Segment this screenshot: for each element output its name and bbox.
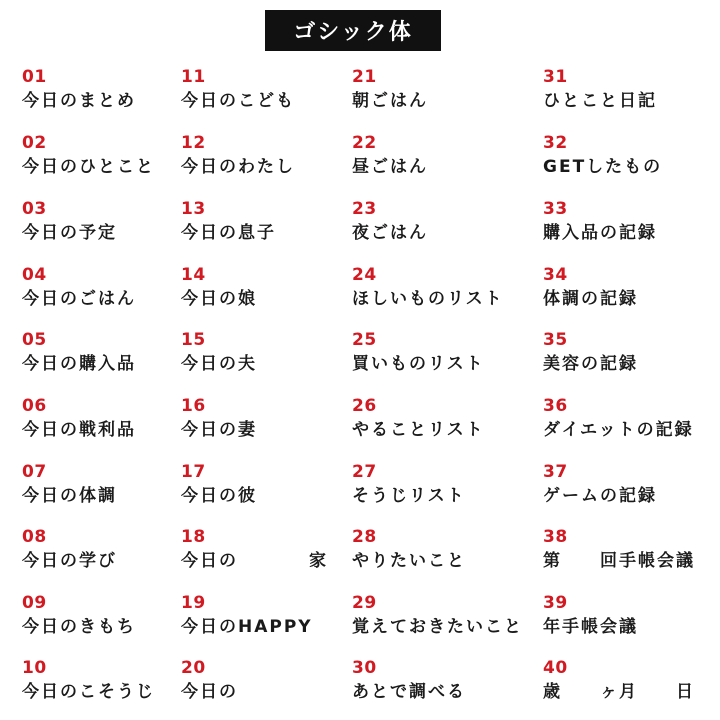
- phrase-label: [181, 616, 313, 638]
- phrase-label-text: 購入品の記録: [543, 223, 657, 243]
- phrase-label-text: 今日のこども: [181, 91, 295, 111]
- phrase-number: 15: [181, 330, 206, 350]
- phrase-number: 09: [22, 593, 47, 613]
- phrase-label-suffix: 家: [309, 551, 328, 571]
- phrase-label-text: あとで調べる: [352, 682, 466, 702]
- phrase-number: 01: [22, 67, 47, 87]
- phrase-label-text: 今日のこそうじ: [22, 682, 155, 702]
- phrase-label-text: 覚えておきたいこと: [352, 617, 523, 637]
- phrase-label: [181, 222, 276, 244]
- phrase-label-text: 体調の記録: [543, 289, 638, 309]
- phrase-label: [352, 222, 428, 244]
- phrase-label-text: 夜ごはん: [352, 223, 428, 243]
- phrase-number: 34: [543, 265, 568, 285]
- phrase-label-text: 今日の体調: [22, 486, 117, 506]
- phrase-label-text: やることリスト: [352, 420, 485, 440]
- phrase-label-text: 朝ごはん: [352, 91, 428, 111]
- phrase-number: 17: [181, 462, 206, 482]
- phrase-number: 06: [22, 396, 47, 416]
- phrase-label: [181, 681, 238, 703]
- phrase-number: 16: [181, 396, 206, 416]
- phrase-label: [543, 616, 638, 638]
- phrase-label-text: 今日の学び: [22, 551, 117, 571]
- phrase-label: [352, 681, 466, 703]
- phrase-number: 20: [181, 658, 206, 678]
- phrase-label-text: 今日の娘: [181, 289, 257, 309]
- phrase-label-text: 年手帳会議: [543, 617, 638, 637]
- phrase-number: 25: [352, 330, 377, 350]
- phrase-label: [352, 156, 428, 178]
- phrase-number: 29: [352, 593, 377, 613]
- phrase-label-text: 今日の彼: [181, 486, 257, 506]
- phrase-number: 13: [181, 199, 206, 219]
- phrase-label: [543, 681, 695, 703]
- phrase-label: [543, 156, 662, 178]
- phrase-label-text: 今日の妻: [181, 420, 257, 440]
- phrase-number: 02: [22, 133, 47, 153]
- phrase-label: [22, 550, 117, 572]
- phrase-number: 18: [181, 527, 206, 547]
- phrase-label: [352, 550, 466, 572]
- phrase-number: 37: [543, 462, 568, 482]
- phrase-number: 24: [352, 265, 377, 285]
- phrase-number: 19: [181, 593, 206, 613]
- phrase-number: 26: [352, 396, 377, 416]
- phrase-label-text: 今日の戦利品: [22, 420, 136, 440]
- phrase-number: 40: [543, 658, 568, 678]
- phrase-label: [22, 90, 136, 112]
- phrase-number: 08: [22, 527, 47, 547]
- phrase-label: [181, 156, 295, 178]
- phrase-label: [181, 353, 257, 375]
- phrase-label-text: GETしたもの: [543, 157, 663, 177]
- phrase-label: [22, 419, 136, 441]
- phrase-label-text: やりたいこと: [352, 551, 466, 571]
- phrase-label-text: 今日のごはん: [22, 289, 136, 309]
- page-title: ゴシック体: [293, 20, 413, 45]
- phrase-number: 07: [22, 462, 47, 482]
- phrase-label: [22, 288, 136, 310]
- phrase-label: [352, 419, 485, 441]
- phrase-label: [352, 616, 523, 638]
- phrase-number: 03: [22, 199, 47, 219]
- phrase-label: [543, 353, 638, 375]
- phrase-number: 11: [181, 67, 206, 87]
- phrase-label-text: 今日のきもち: [22, 617, 136, 637]
- phrase-label: [352, 90, 428, 112]
- phrase-number: 21: [352, 67, 377, 87]
- phrase-label: [352, 485, 466, 507]
- phrase-label: [352, 288, 504, 310]
- phrase-number: 28: [352, 527, 377, 547]
- phrase-number: 22: [352, 133, 377, 153]
- phrase-number: 35: [543, 330, 568, 350]
- phrase-label: [543, 550, 695, 572]
- phrase-label: [181, 288, 257, 310]
- phrase-label-text: ひとこと日記: [543, 91, 657, 111]
- phrase-label: [181, 419, 257, 441]
- phrase-label: [22, 222, 117, 244]
- phrase-label-text: 今日のまとめ: [22, 91, 136, 111]
- phrase-number: 38: [543, 527, 568, 547]
- phrase-number: 10: [22, 658, 47, 678]
- phrase-label: [352, 353, 485, 375]
- phrase-number: 30: [352, 658, 377, 678]
- phrase-label: [22, 485, 117, 507]
- phrase-label-text: そうじリスト: [352, 486, 466, 506]
- phrase-label: [181, 485, 257, 507]
- phrase-label-text: 歳 ヶ月 日: [543, 682, 695, 702]
- phrase-label-text: 今日の購入品: [22, 354, 136, 374]
- phrase-number: 23: [352, 199, 377, 219]
- phrase-label-text: ダイエットの記録: [543, 420, 694, 440]
- phrase-label-text: 今日の: [181, 551, 238, 571]
- phrase-number: 33: [543, 199, 568, 219]
- phrase-label: [22, 681, 155, 703]
- phrase-label: [543, 288, 638, 310]
- phrase-label-text: 今日のわたし: [181, 157, 295, 177]
- phrase-label: [22, 353, 136, 375]
- phrase-label-text: 今日の息子: [181, 223, 276, 243]
- phrase-number: 12: [181, 133, 206, 153]
- phrase-label-text: 今日のひとこと: [22, 157, 155, 177]
- phrase-number: 14: [181, 265, 206, 285]
- phrase-label-text: 買いものリスト: [352, 354, 485, 374]
- phrase-label-text: 今日のHAPPY: [181, 617, 313, 637]
- phrase-label-text: 今日の予定: [22, 223, 117, 243]
- phrase-number: 39: [543, 593, 568, 613]
- title-banner: [265, 10, 441, 51]
- phrase-label: [543, 222, 657, 244]
- phrase-label-text: 今日の: [181, 682, 238, 702]
- phrase-label: [543, 90, 657, 112]
- phrase-label-text: 美容の記録: [543, 354, 638, 374]
- phrase-label-text: ゲームの記録: [543, 486, 657, 506]
- phrase-label: [181, 550, 328, 572]
- phrase-label-text: 第 回手帳会議: [543, 551, 695, 571]
- phrase-label: [543, 419, 694, 441]
- phrase-label-text: 今日の夫: [181, 354, 257, 374]
- phrase-number: 31: [543, 67, 568, 87]
- phrase-label: [181, 90, 295, 112]
- phrase-label: [543, 485, 657, 507]
- phrase-number: 05: [22, 330, 47, 350]
- phrase-label: [22, 616, 136, 638]
- phrase-label-text: ほしいものリスト: [352, 289, 504, 309]
- phrase-number: 04: [22, 265, 47, 285]
- phrase-label-text: 昼ごはん: [352, 157, 428, 177]
- phrase-number: 27: [352, 462, 377, 482]
- phrase-label: [22, 156, 155, 178]
- phrase-number: 36: [543, 396, 568, 416]
- phrase-number: 32: [543, 133, 568, 153]
